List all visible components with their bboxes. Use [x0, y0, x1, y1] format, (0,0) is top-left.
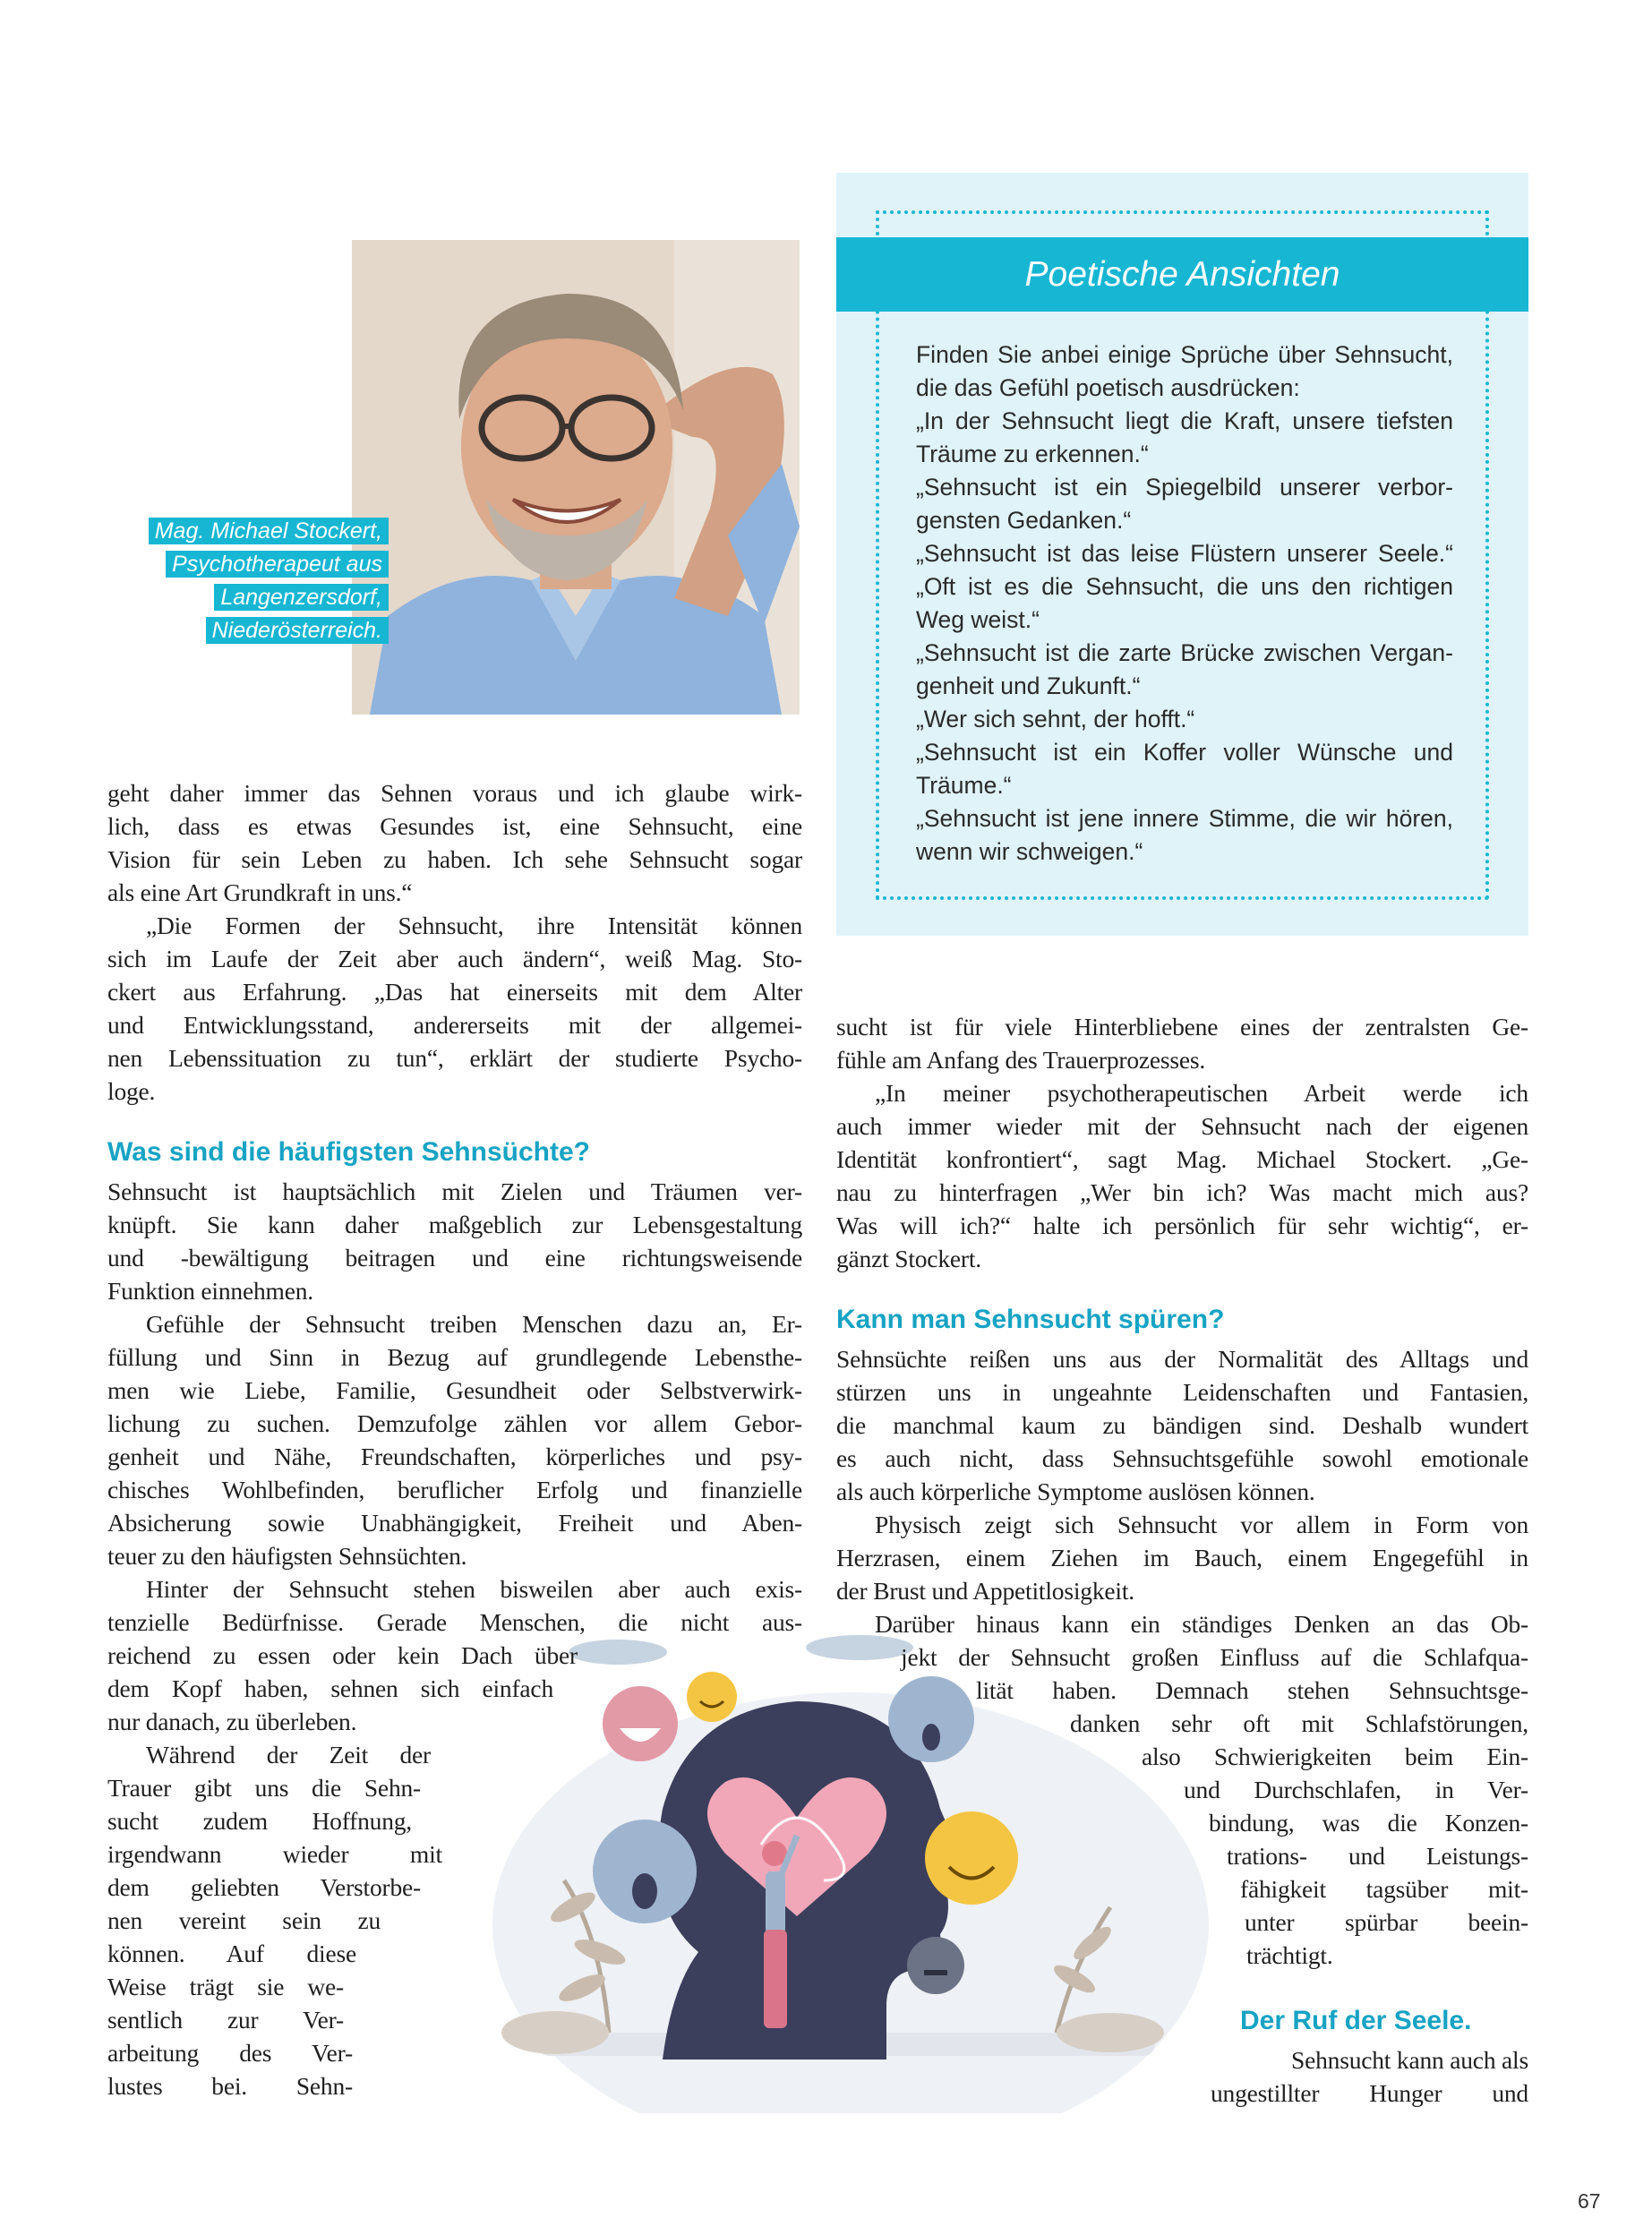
body-line: danken sehr oft mit Schlafstörungen,: [1070, 1709, 1528, 1737]
body-line: fühle am Anfang des Trauerprozesses.: [836, 1046, 1206, 1074]
body-line: die manchmal kaum zu bändigen sind. Deshalb wundert: [836, 1411, 1528, 1439]
caption-line: Langenzersdorf,: [214, 584, 389, 611]
body-line: Hinter der Sehnsucht stehen bisweilen aber auch exis-: [146, 1575, 802, 1603]
caption-line: Niederösterreich.: [206, 617, 389, 644]
body-line: nau zu hinterfragen „Wer bin ich? Was macht mich aus?: [836, 1178, 1528, 1206]
page-number: 67: [1578, 2189, 1601, 2213]
body-line: Während der Zeit der: [146, 1741, 431, 1768]
body-line: Absicherung sowie Unabhängigkeit, Freiheit und Aben-: [107, 1509, 802, 1537]
body-line: tenzielle Bedürfnisse. Gerade Menschen, die nicht aus-: [107, 1608, 802, 1636]
body-line: lichung zu suchen. Demzufolge zählen vor allem Gebor-: [107, 1409, 802, 1437]
body-line: füllung und Sinn in Bezug auf grundlegende Lebensthe-: [107, 1343, 802, 1371]
body-line: „In meiner psychotherapeutischen Arbeit werde ich: [875, 1079, 1528, 1107]
body-line: nen Lebenssituation zu tun“, erklärt der studierte Psycho-: [107, 1044, 802, 1072]
body-line: chisches Wohlbefinden, beruflicher Erfolg und finanzielle: [107, 1476, 802, 1503]
sidebar-title: Poetische Ansichten: [1024, 255, 1340, 294]
body-line: der Brust und Appetitlosigkeit.: [836, 1577, 1134, 1605]
body-line: nen vereint sein zu: [107, 1906, 381, 1934]
body-line: ungestillter Hunger und: [1211, 2079, 1528, 2107]
body-line: Trauer gibt uns die Sehn-: [107, 1774, 421, 1802]
body-line: knüpft. Sie kann daher maßgeblich zur Lebensgestaltung: [107, 1211, 802, 1238]
body-line: als auch körperliche Symptome auslösen können.: [836, 1477, 1315, 1505]
body-line: loge.: [107, 1077, 156, 1105]
body-line: teuer zu den häufigsten Sehnsüchten.: [107, 1542, 467, 1570]
body-line: trächtigt.: [1246, 1941, 1333, 1969]
sidebar-line: Finden Sie anbei einige Sprüche über Sehnsucht,: [916, 341, 1453, 368]
photo-caption: [124, 515, 389, 647]
body-line: Darüber hinaus kann ein ständiges Denken an das Ob-: [875, 1610, 1528, 1638]
body-line: und Entwicklungsstand, andererseits mit der allgemei-: [107, 1011, 802, 1039]
caption-line: Psychotherapeut aus: [166, 551, 389, 578]
portrait-photo: [352, 240, 800, 715]
body-line: nur danach, zu überleben.: [107, 1708, 357, 1735]
body-line: trations- und Leistungs-: [1227, 1842, 1528, 1870]
sidebar-line: Träume.“: [916, 772, 1012, 799]
sidebar-line: wenn wir schweigen.“: [916, 838, 1143, 865]
body-line: und -bewältigung beitragen und eine richtungsweisende: [107, 1244, 802, 1272]
body-line: Funktion einnehmen.: [107, 1277, 313, 1305]
body-line: also Schwierigkeiten beim Ein-: [1142, 1743, 1528, 1770]
sidebar-line: die das Gefühl poetisch ausdrücken:: [916, 374, 1300, 401]
body-line: Sehnsüchte reißen uns aus der Normalität des Alltags und: [836, 1345, 1528, 1373]
body-line: „Die Formen der Sehnsucht, ihre Intensität können: [146, 912, 802, 939]
body-line: arbeitung des Ver-: [107, 2039, 353, 2067]
body-line: auch immer wieder mit der Sehnsucht nach der eigenen: [836, 1112, 1528, 1140]
body-line: Vision für sein Leben zu haben. Ich sehe Sehnsucht sogar: [107, 845, 802, 873]
body-line: irgendwann wieder mit: [107, 1840, 442, 1868]
body-line: lität haben. Demnach stehen Sehnsuchtsge-: [976, 1676, 1528, 1704]
body-line: und Durchschlafen, in Ver-: [1184, 1776, 1528, 1803]
sidebar-line: Weg weist.“: [916, 606, 1040, 633]
section-heading: Was sind die häufigsten Sehnsüchte?: [107, 1137, 590, 1167]
body-line: stürzen uns in ungeahnte Leidenschaften und Fantasien,: [836, 1378, 1528, 1406]
sidebar-line: „Sehnsucht ist die zarte Brücke zwischen Vergan-: [916, 639, 1453, 666]
body-line: Sehnsucht ist hauptsächlich mit Zielen und Träumen ver-: [107, 1178, 802, 1205]
body-line: jekt der Sehnsucht großen Einfluss auf die Schlafqua-: [901, 1643, 1528, 1671]
body-line: dem geliebten Verstorbe-: [107, 1873, 421, 1901]
body-line: es auch nicht, dass Sehnsuchtsgefühle sowohl emotionale: [836, 1444, 1528, 1472]
body-line: Physisch zeigt sich Sehnsucht vor allem in Form von: [875, 1511, 1528, 1538]
sidebar-line: „In der Sehnsucht liegt die Kraft, unsere tiefsten: [916, 407, 1453, 434]
body-line: sich im Laufe der Zeit aber auch ändern“, weiß Mag. Sto-: [107, 945, 802, 972]
body-line: reichend zu essen oder kein Dach über: [107, 1641, 578, 1669]
section-heading: Der Ruf der Seele.: [1240, 2006, 1472, 2035]
body-line: dem Kopf haben, sehnen sich einfach: [107, 1674, 553, 1702]
body-line: sucht zudem Hoffnung,: [107, 1807, 412, 1835]
body-line: fähigkeit tagsüber mit-: [1240, 1875, 1528, 1903]
body-line: Sehnsucht kann auch als: [1291, 2046, 1528, 2074]
body-line: als eine Art Grundkraft in uns.“: [107, 878, 413, 906]
body-line: Weise trägt sie we-: [107, 1973, 344, 2000]
sidebar-line: „Oft ist es die Sehnsucht, die uns den richtigen: [916, 573, 1453, 600]
sidebar-line: „Wer sich sehnt, der hofft.“: [916, 706, 1195, 732]
sidebar-line: „Sehnsucht ist ein Spiegelbild unserer verbor-: [916, 474, 1453, 501]
body-line: sucht ist für viele Hinterbliebene eines der zentralsten Ge-: [836, 1013, 1528, 1040]
body-line: bindung, was die Konzen-: [1209, 1809, 1528, 1837]
sidebar-line: gensten Gedanken.“: [916, 507, 1132, 534]
body-line: Herzrasen, einem Ziehen im Bauch, einem Engegefühl in: [836, 1544, 1528, 1571]
section-heading: Kann man Sehnsucht spüren?: [836, 1305, 1225, 1334]
sidebar-line: „Sehnsucht ist ein Koffer voller Wünsche und: [916, 739, 1453, 766]
caption-line: Mag. Michael Stockert,: [149, 518, 389, 544]
body-line: gänzt Stockert.: [836, 1245, 981, 1272]
body-line: geht daher immer das Sehnen voraus und ich glaube wirk-: [107, 779, 802, 807]
body-line: unter spürbar beein-: [1245, 1908, 1528, 1936]
sidebar-line: Träume zu erkennen.“: [916, 441, 1149, 467]
sidebar-line: „Sehnsucht ist das leise Flüstern unserer Seele.“: [916, 540, 1453, 567]
body-line: Was will ich?“ halte ich persönlich für sehr wichtig“, er-: [836, 1212, 1528, 1239]
sidebar-line: „Sehnsucht ist jene innere Stimme, die wir hören,: [916, 805, 1453, 832]
body-line: können. Auf diese: [107, 1940, 356, 1967]
body-line: genheit und Nähe, Freundschaften, körperliches und psy-: [107, 1443, 802, 1470]
body-line: sentlich zur Ver-: [107, 2006, 344, 2034]
body-line: men wie Liebe, Familie, Gesundheit oder Selbstverwirk-: [107, 1376, 802, 1404]
body-line: lich, dass es etwas Gesundes ist, eine Sehnsucht, eine: [107, 812, 802, 840]
body-line: Gefühle der Sehnsucht treiben Menschen dazu an, Er-: [146, 1310, 802, 1338]
sidebar-text: [916, 338, 1453, 869]
body-line: lustes bei. Sehn-: [107, 2072, 353, 2100]
body-line: Identität konfrontiert“, sagt Mag. Michael Stockert. „Ge-: [836, 1145, 1528, 1173]
body-line: ckert aus Erfahrung. „Das hat einerseits mit dem Alter: [107, 978, 802, 1006]
sidebar-line: genheit und Zukunft.“: [916, 672, 1141, 699]
